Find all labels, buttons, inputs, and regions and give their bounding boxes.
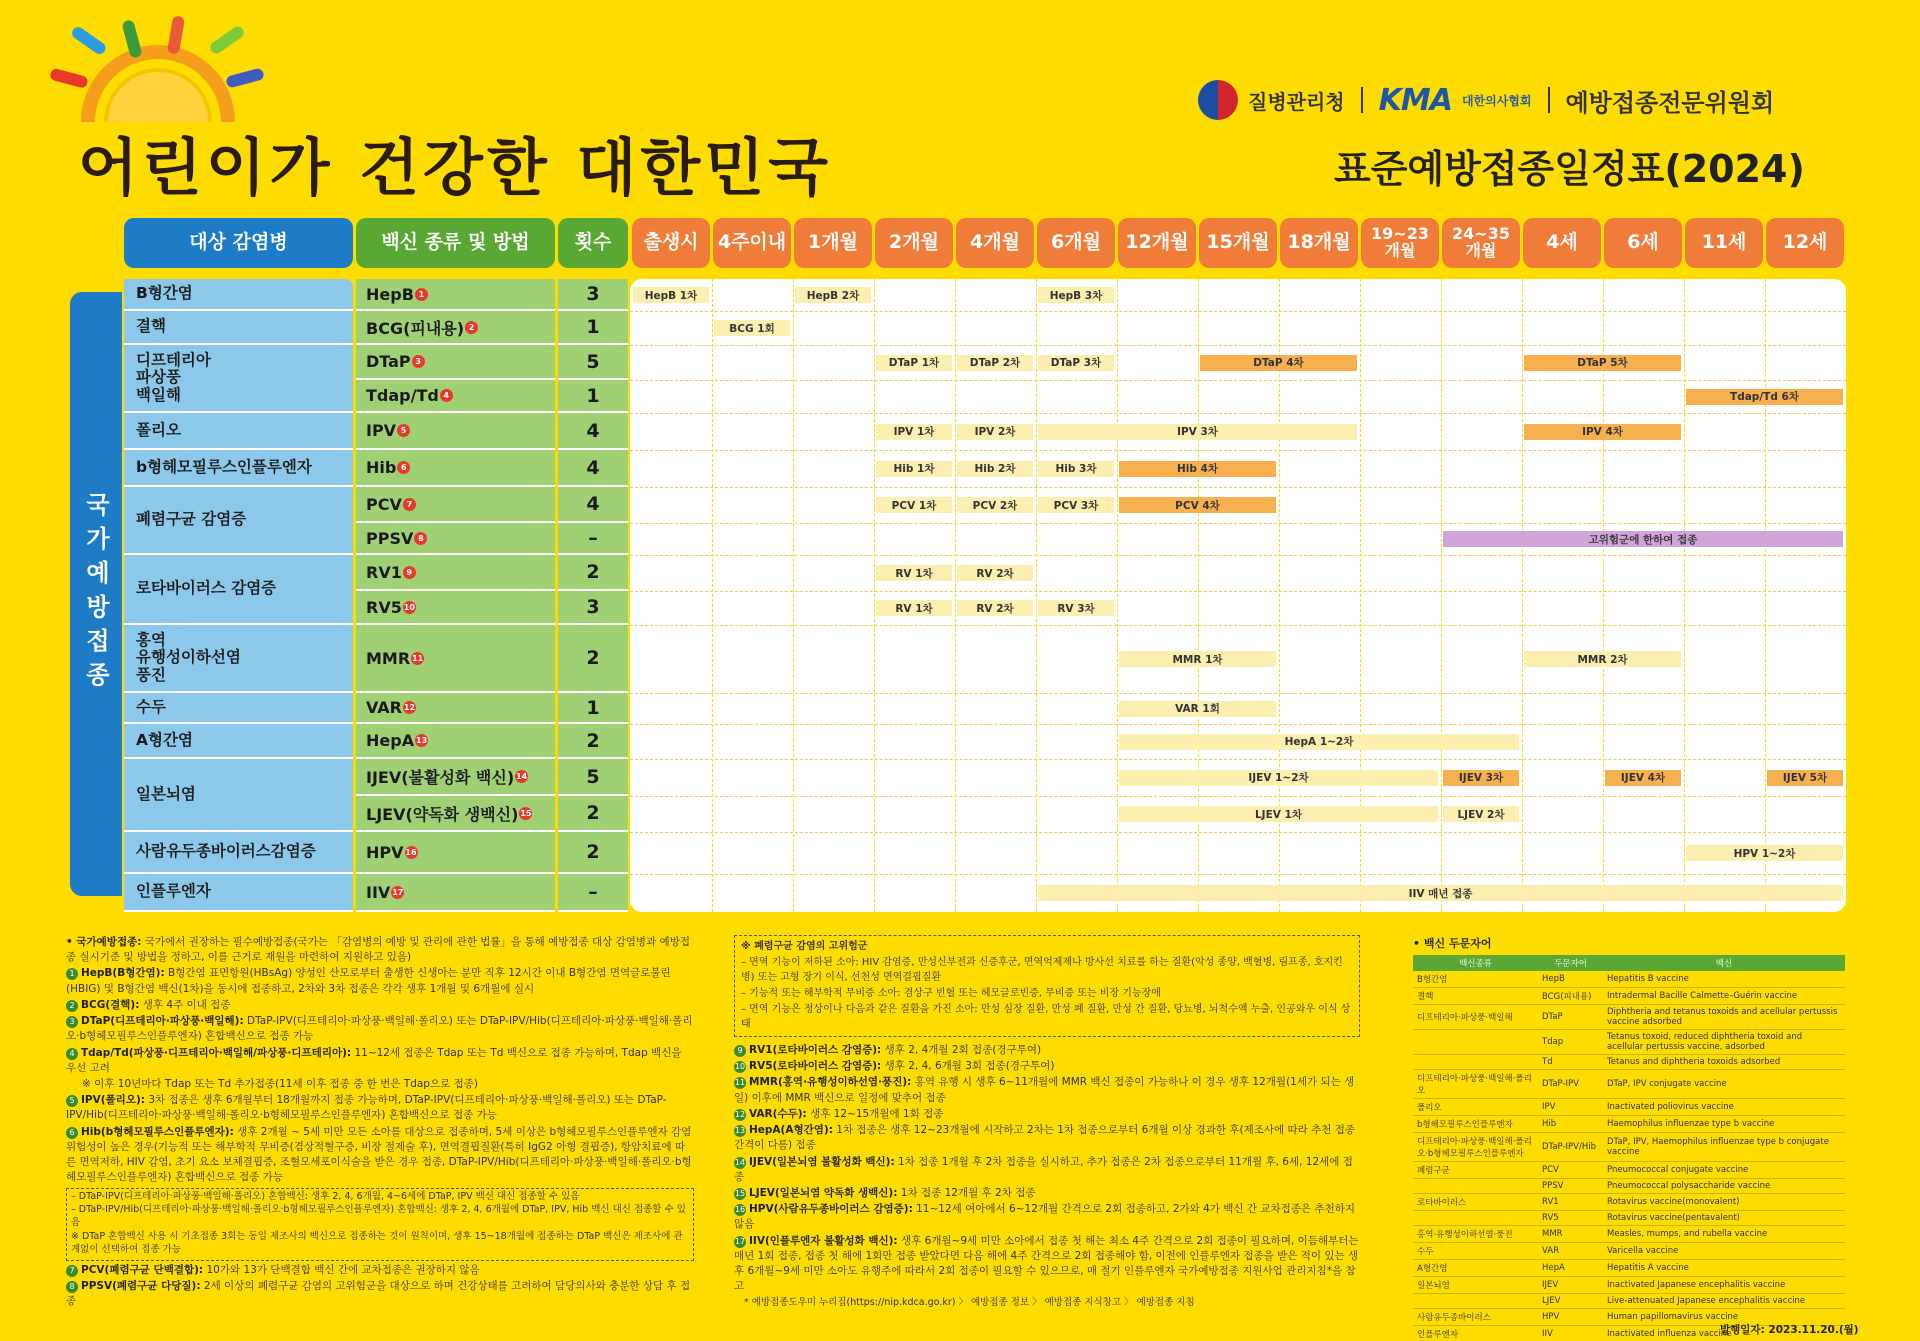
footnote-marker: 1 <box>415 288 428 301</box>
grid-row-line <box>630 625 1846 626</box>
note-3: 3 DTaP(디프테리아·파상풍·백일해): DTaP-IPV(디프테리아·파상풍·백일해·폴리오) 또는 DTaP-IPV/Hib(디프테리아·파상풍·백일해·폴리오·b형헤모필루스인플루엔자) 혼합백신으로 접종 가능 <box>66 1015 693 1043</box>
schedule-bar-dtap-2: DTaP 2차 <box>957 355 1033 371</box>
vaccine-name: IPV <box>366 421 397 440</box>
schedule-bar-tdap-td-6: Tdap/Td 6차 <box>1686 389 1843 405</box>
footnote-marker: 15 <box>520 808 532 818</box>
grid-row-line <box>630 693 1846 694</box>
dose-count-ppsv: – <box>558 523 628 555</box>
abbr-vaccine: Varicella vaccine <box>1603 1243 1845 1260</box>
vaccine-bcg <box>356 311 555 345</box>
note-1: 1 HepB(B형간염): B형간염 표면항원(HBsAg) 양성인 산모로부터 출생한 신생아는 분만 직후 12시간 이내 B형간염 면역글로불린(HBIG) 및 B형간염 백신(1차)을 동시에 접종하고, 2차와 3차 접종은 각각 생후 1개월 및 6개월에 실시 <box>66 967 671 995</box>
abbr-row <box>1413 1260 1845 1277</box>
header-count: 횟수 <box>558 218 628 268</box>
schedule-bar-ijev-1-2: IJEV 1~2차 <box>1119 770 1438 786</box>
abbr-code: Tdap <box>1538 1030 1603 1055</box>
grid-row-line <box>630 523 1846 524</box>
schedule-bar-ijev-3: IJEV 3차 <box>1443 770 1519 786</box>
abbr-code: DTaP <box>1538 1005 1603 1030</box>
vaccine-name: VAR <box>366 698 402 717</box>
schedule-bar-hib-4: Hib 4차 <box>1119 461 1276 477</box>
vaccine-mmr <box>356 625 555 693</box>
footnote-marker: 3 <box>412 355 425 368</box>
grid-col-line <box>1036 279 1037 912</box>
vaccine-iiv <box>356 874 555 912</box>
vaccine-name: PCV <box>366 494 402 514</box>
dose-count-ipv: 4 <box>558 413 628 450</box>
age-header-12: 6세 <box>1604 218 1682 268</box>
grid-row-line <box>630 311 1846 312</box>
abbr-code: MMR <box>1538 1226 1603 1243</box>
dose-count-iiv: – <box>558 874 628 912</box>
abbr-row <box>1413 971 1845 988</box>
schedule-bar-rv-1: RV 1차 <box>876 565 952 581</box>
dose-count-rv1: 2 <box>558 555 628 591</box>
abbr-code: DTaP-IPV/Hib <box>1538 1133 1603 1162</box>
disease-7: 홍역 유행성이하선염 풍진 <box>124 625 353 693</box>
disease-1: 결핵 <box>124 311 353 345</box>
disease-10: 일본뇌염 <box>124 759 353 832</box>
vaccine-ijev <box>356 759 555 796</box>
note-4b: ※ 이후 10년마다 Tdap 또는 Td 추가접종(11세 이후 접종 중 한 번은 Tdap으로 접종) <box>82 1077 478 1090</box>
abbr-header-vaccine: 백신 <box>1603 955 1845 971</box>
note-15: 15 LJEV(일본뇌염 약독화 생백신): 1차 접종 12개월 후 2차 접종 <box>734 1186 1036 1199</box>
schedule-bar-mmr-1: MMR 1차 <box>1119 651 1276 667</box>
age-header-9: 19~23 개월 <box>1361 218 1439 268</box>
org-header <box>1198 78 1774 122</box>
schedule-bar-pcv-4: PCV 4차 <box>1119 497 1276 513</box>
abbr-type <box>1413 1294 1538 1309</box>
vaccine-hepa <box>356 724 555 759</box>
note-9: 9 RV1(로타바이러스 감염증): 생후 2, 4개월 2회 접종(경구투여) <box>734 1043 1360 1058</box>
abbr-code: HepB <box>1538 971 1603 988</box>
dose-count-ljev: 2 <box>558 796 628 832</box>
note-8: 8 PPSV(폐렴구균 다당질): 2세 이상의 폐렴구균 감염의 고위험군을 대상으로 하며 건강상태를 고려하여 담당의사와 충분한 상담 후 접종 <box>66 1279 691 1307</box>
schedule-bar-ipv-4: IPV 4차 <box>1524 424 1681 440</box>
page-title: 표준예방접종일정표(2024) <box>1334 147 1805 191</box>
dose-count-tdap-td: 1 <box>558 380 628 413</box>
dose-count-hepa: 2 <box>558 724 628 759</box>
note-12: 12 VAR(수두): 생후 12~15개월에 1회 접종 <box>734 1107 944 1120</box>
schedule-bar-x: 고위험군에 한하여 접종 <box>1443 531 1843 547</box>
note-17: 17 IIV(인플루엔자 불활성화 백신): 생후 6개월~9세 미만 소아에서 접종 첫 해는 최소 4주 간격으로 2회 접종이 필요하며, 이듬해부터는 매년 1회 접종, 접종 첫 해에 1회만 접종 받았다면 다음 해에 4주 간격으로 2회 접종해야 함, 이전에 인플루엔자 접종을 받은 적이 있는 생후 6개월~9세 미만 소아도 유행주에 따라서 2회 접종이 필요할 수 있으므로, 매 절기 인플루엔자 국가예방접종 지원사업 관리지침*을 참고 <box>734 1234 1359 1293</box>
footnote-marker: 7 <box>403 498 416 511</box>
footnote-marker: 9 <box>403 566 416 579</box>
dose-count-var: 1 <box>558 693 628 724</box>
schedule-bar-hepa-1-2: HepA 1~2차 <box>1119 734 1519 750</box>
schedule-bar-ijev-5: IJEV 5차 <box>1767 770 1843 786</box>
abbr-row <box>1413 1277 1845 1294</box>
grid-col-line <box>1522 279 1523 912</box>
vaccine-name: IIV <box>366 882 391 902</box>
age-header-13: 11세 <box>1685 218 1763 268</box>
abbr-type <box>1413 1179 1538 1194</box>
abbr-vaccine: Hepatitis B vaccine <box>1603 971 1845 988</box>
schedule-bar-dtap-1: DTaP 1차 <box>876 355 952 371</box>
schedule-bar-ipv-3: IPV 3차 <box>1038 424 1357 440</box>
schedule-bar-rv-1: RV 1차 <box>876 600 952 616</box>
abbr-code: VAR <box>1538 1243 1603 1260</box>
vaccine-name: RV1 <box>366 562 402 582</box>
dose-count-pcv: 4 <box>558 487 628 523</box>
age-header-6: 12개월 <box>1118 218 1196 268</box>
national-vaccination-label <box>70 292 122 896</box>
abbr-type: 결핵 <box>1413 988 1538 1005</box>
kma-name: 대한의사협회 <box>1461 93 1532 108</box>
schedule-bar-var-1: VAR 1회 <box>1119 701 1276 717</box>
abbr-code: BCG(피내용) <box>1538 988 1603 1005</box>
vaccine-name: HepB <box>366 284 414 304</box>
schedule-bar-rv-3: RV 3차 <box>1038 600 1114 616</box>
abbr-vaccine: Intradermal Bacille Calmette–Guérin vaccine <box>1603 988 1845 1005</box>
abbr-vaccine: Hepatitis A vaccine <box>1603 1260 1845 1277</box>
disease-2: 디프테리아 파상풍 백일해 <box>124 345 353 413</box>
dose-count-rv5: 3 <box>558 591 628 625</box>
note-2: 2 BCG(결핵): 생후 4주 이내 접종 <box>66 998 694 1013</box>
issue-date: 발행일자: 2023.11.20.(월) <box>1720 1324 1859 1336</box>
dose-count-bcg: 1 <box>558 311 628 345</box>
abbr-vaccine: Measles, mumps, and rubella vaccine <box>1603 1226 1845 1243</box>
abbr-table <box>1413 955 1845 1341</box>
abbr-type: 디프테리아·파상풍·백일해·폴리오·b형헤모필루스인플루엔자 <box>1413 1133 1538 1162</box>
schedule-grid <box>630 279 1846 912</box>
footnote-marker: 2 <box>465 321 478 334</box>
abbr-type: 홍역·유행성이하선염·풍진 <box>1413 1226 1538 1243</box>
abbr-type: 인플루엔자 <box>1413 1326 1538 1341</box>
vaccine-ljev <box>356 796 555 832</box>
vaccine-hpv <box>356 832 555 874</box>
abbr-type: B형간염 <box>1413 971 1538 988</box>
abbr-row <box>1413 1116 1845 1133</box>
age-header-7: 15개월 <box>1199 218 1277 268</box>
footnote-marker: 8 <box>414 532 427 545</box>
grid-col-line <box>793 279 794 912</box>
grid-col-line <box>1441 279 1442 912</box>
abbr-code: LJEV <box>1538 1294 1603 1309</box>
schedule-bar-pcv-2: PCV 2차 <box>957 497 1033 513</box>
schedule-bar-dtap-4: DTaP 4차 <box>1200 355 1357 371</box>
note-5: 5 IPV(폴리오): 3차 접종은 생후 6개월부터 18개월까지 접종 가능하며, DTaP-IPV(디프테리아·파상풍·백일해·폴리오) 또는 DTaP-IPV/Hib(디프테리아·파상풍·백일해·폴리오·b형헤모필루스인플루엔자) 혼합백신으로 접종 가능 <box>66 1094 667 1122</box>
abbr-type: 디프테리아·파상풍·백일해·폴리오 <box>1413 1070 1538 1099</box>
abbr-vaccine: Diphtheria and tetanus toxoids and acellular pertussis vaccine adsorbed <box>1603 1005 1845 1030</box>
dose-count-hpv: 2 <box>558 832 628 874</box>
abbr-row <box>1413 988 1845 1005</box>
grid-row-line <box>630 591 1846 592</box>
disease-0: B형간염 <box>124 279 353 311</box>
abbr-code: IIV <box>1538 1326 1603 1341</box>
disease-9: A형간염 <box>124 724 353 759</box>
schedule-bar-hepb-2: HepB 2차 <box>795 287 871 303</box>
abbr-type: 일본뇌염 <box>1413 1277 1538 1294</box>
abbr-row <box>1413 1243 1845 1260</box>
abbr-vaccine: Live-attenuated Japanese encephalitis vaccine <box>1603 1294 1845 1309</box>
vaccine-name: HPV <box>366 842 404 862</box>
note-10: 10 RV5(로타바이러스 감염증): 생후 2, 4, 6개월 3회 접종(경구투여) <box>734 1060 1055 1073</box>
abbr-row <box>1413 1030 1845 1055</box>
schedule-bar-mmr-2: MMR 2차 <box>1524 651 1681 667</box>
abbr-title: • 백신 두문자어 <box>1413 937 1492 950</box>
dose-count-mmr: 2 <box>558 625 628 693</box>
vaccine-hepb <box>356 279 555 311</box>
abbr-code: Hib <box>1538 1116 1603 1133</box>
vaccine-name: DTaP <box>366 352 411 371</box>
note-intro: • 국가예방접종: 국가에서 권장하는 필수예방접종(국가는 「감염병의 예방 및 관리에 관한 법률」을 통해 예방접종 대상 감염병과 예방접종 실시기준 및 방법을 정하고, 이를 근거로 재원을 마련하여 지원하고 있음) <box>66 936 690 964</box>
abbr-type: 폴리오 <box>1413 1099 1538 1116</box>
schedule-bar-ljev-1: LJEV 1차 <box>1119 806 1438 822</box>
note-6: 6 Hib(b형헤모필루스인플루엔자): 생후 2개월 ~ 5세 미만 모든 소아를 대상으로 접종하며, 5세 이상은 b형헤모필루스인플루엔자 감염 위험성이 높은 경우(기능적 또는 해부학적 무비증(겸상적혈구증, 비장 절제술 후), 면역결핍질환(특히 IgG2 아형 결핍증), 항암치료에 따른 면역저하, HIV 감염, 초기 요소 보체결핍증, 조혈모세포이식술을 받은 경우 접종, DTaP-IPV/Hib(디프테리아·파상풍·백일해·폴리오·b형헤모필루스인플루엔자) 혼합백신으로 접종 가능 <box>66 1125 692 1184</box>
pneumococcal-risk-box: ※ 폐렴구균 감염의 고위험군 – 면역 기능이 저하된 소아: HIV 감염증, 만성신부전과 신증후군, 면역억제제나 방사선 치료를 하는 질환(악성 종양, 백혈병, 림프종, 호지킨병) 또는 고형 장기 이식, 선천성 면역결핍질환 – 기능적 또는 해부학적 무비증 소아: 겸상구 빈혈 또는 헤모글로빈증, 무비증 또는 비장 기능장애 – 면역 기능은 정상이나 다음과 같은 질환을 가진 소아: 만성 심장 질환, 만성 폐 질환, 만성 간 질환, 당뇨병, 뇌척수액 누출, 인공와우 이식 상태 <box>734 935 1360 1037</box>
footnote-marker: 10 <box>403 602 415 612</box>
grid-row-line <box>630 380 1846 381</box>
abbr-vaccine: DTaP, IPV, Haemophilus influenzae type b conjugate vaccine <box>1603 1133 1845 1162</box>
dose-count-ijev: 5 <box>558 759 628 796</box>
vaccine-name: Hib <box>366 458 397 477</box>
age-header-8: 18개월 <box>1280 218 1358 268</box>
abbr-vaccine: Tetanus and diphtheria toxoids adsorbed <box>1603 1055 1845 1070</box>
abbr-code: RV1 <box>1538 1194 1603 1211</box>
schedule-bar-pcv-3: PCV 3차 <box>1038 497 1114 513</box>
age-header-3: 2개월 <box>875 218 953 268</box>
abbr-row <box>1413 1179 1845 1194</box>
grid-col-line <box>712 279 713 912</box>
age-header-0: 출생시 <box>632 218 710 268</box>
abbr-type: 로타바이러스 <box>1413 1194 1538 1211</box>
note-13: 13 HepA(A형간염): 1차 접종은 생후 12~23개월에 시작하고 2차는 1차 접종으로부터 6개월 이상 경과한 후(제조사에 따라 추천 접종간격이 다름) 접종 <box>734 1124 1356 1152</box>
schedule-bar-ipv-2: IPV 2차 <box>957 424 1033 440</box>
kdca-name: 질병관리청 <box>1248 89 1345 114</box>
abbr-type: 수두 <box>1413 1243 1538 1260</box>
vaccine-name: BCG(피내용) <box>366 318 465 338</box>
abbr-row <box>1413 1294 1845 1309</box>
grid-row-line <box>630 555 1846 556</box>
vaccine-name: IJEV(불활성화 백신) <box>366 768 515 787</box>
age-header-1: 4주이내 <box>713 218 791 268</box>
schedule-bar-hib-1: Hib 1차 <box>876 461 952 477</box>
header-vaccine: 백신 종류 및 방법 <box>356 218 555 268</box>
grid-col-line <box>1765 279 1766 912</box>
disease-6: 로타바이러스 감염증 <box>124 555 353 625</box>
kma-logo-icon: KMA <box>1378 82 1452 118</box>
note-4: 4 Tdap/Td(파상풍·디프테리아·백일해/파상풍·디프테리아): 11~12세 접종은 Tdap 또는 Td 백신으로 접종 가능하며, Tdap 백신을 우선 고려 <box>66 1046 682 1074</box>
age-header-5: 6개월 <box>1037 218 1115 268</box>
org-divider <box>1361 87 1363 113</box>
abbr-type: 폐렴구균 <box>1413 1162 1538 1179</box>
age-header-14: 12세 <box>1766 218 1844 268</box>
vaccine-name: PPSV <box>366 528 414 548</box>
disease-11: 사람유두종바이러스감염증 <box>124 832 353 874</box>
grid-col-line <box>874 279 875 912</box>
footnote-marker: 13 <box>416 736 428 745</box>
disease-3: 폴리오 <box>124 413 353 450</box>
abbr-row <box>1413 1055 1845 1070</box>
abbr-code: IPV <box>1538 1099 1603 1116</box>
schedule-bar-dtap-3: DTaP 3차 <box>1038 355 1114 371</box>
committee-name: 예방접종전문위원회 <box>1565 88 1775 117</box>
footnote-marker: 14 <box>516 772 528 781</box>
abbr-vaccine: Rotavirus vaccine(monovalent) <box>1603 1194 1845 1211</box>
abbr-code: DTaP-IPV <box>1538 1070 1603 1099</box>
vaccine-pcv <box>356 487 555 523</box>
abbr-type: A형간염 <box>1413 1260 1538 1277</box>
vaccine-name: Tdap/Td <box>366 386 439 405</box>
abbr-type: 사람유두종바이러스 <box>1413 1309 1538 1326</box>
grid-col-line <box>1603 279 1604 912</box>
vaccine-tdap-td <box>356 380 555 413</box>
abbr-code: HepA <box>1538 1260 1603 1277</box>
abbr-vaccine: Inactivated influenza vaccine <box>1603 1326 1845 1341</box>
note-14: 14 IJEV(일본뇌염 불활성화 백신): 1차 접종 1개월 후 2차 접종을 실시하고, 추가 접종은 2차 접종으로부터 11개월 후, 6세, 12세에 접종 <box>734 1155 1353 1183</box>
schedule-bar-hpv-1-2: HPV 1~2차 <box>1686 845 1843 861</box>
schedule-bar-hepb-3: HepB 3차 <box>1038 287 1114 303</box>
abbr-code: Td <box>1538 1055 1603 1070</box>
vaccine-rv1 <box>356 555 555 591</box>
schedule-bar-iiv: IIV 매년 접종 <box>1038 885 1843 901</box>
abbr-vaccine: Human papillomavirus vaccine <box>1603 1309 1845 1326</box>
abbr-header-type: 백신종류 <box>1413 955 1538 971</box>
abbr-vaccine: Inactivated Japanese encephalitis vaccine <box>1603 1277 1845 1294</box>
abbr-vaccine: DTaP, IPV conjugate vaccine <box>1603 1070 1845 1099</box>
abbr-type: 디프테리아·파상풍·백일해 <box>1413 1005 1538 1030</box>
note-11: 11 MMR(홍역·유행성이하선염·풍진): 홍역 유행 시 생후 6~11개월에 MMR 백신 접종이 가능하나 이 경우 생후 12개월(1세가 되는 생일) 이후에 MMR 백신으로 일정에 맞추어 접종 <box>734 1076 1355 1104</box>
age-header-2: 1개월 <box>794 218 872 268</box>
abbr-vaccine: Pneumococcal polysaccharide vaccine <box>1603 1179 1845 1194</box>
national-vaccination-text: 국가예방접종 <box>81 492 110 696</box>
abbr-row <box>1413 1194 1845 1211</box>
age-header-4: 4개월 <box>956 218 1034 268</box>
schedule-bar-ijev-4: IJEV 4차 <box>1605 770 1681 786</box>
age-header-10: 24~35 개월 <box>1442 218 1520 268</box>
abbr-code: RV5 <box>1538 1211 1603 1226</box>
vaccine-name: RV5 <box>366 597 402 617</box>
combo-vaccine-box: – DTaP-IPV(디프테리아·파상풍·백일해·폴리오) 혼합백신: 생후 2, 4, 6개월, 4~6세에 DTaP, IPV 백신 대신 접종할 수 있음 – DTaP-IPV/Hib(디프테리아·파상풍·백일해·폴리오·b형헤모필루스인플루엔자) 혼합백신: 생후 2, 4, 6개월에 DTaP, IPV, Hib 백신 대신 접종할 수 있음 ※ DTaP 혼합백신 사용 시 기초접종 3회는 동일 제조사의 백신으로 접종하는 것이 원칙이며, 생후 15~18개월에 접종하는 DTaP 백신은 제조사에 관계없이 선택하여 접종 가능 <box>66 1188 694 1261</box>
abbr-type <box>1413 1030 1538 1055</box>
note-footnote: * 예방접종도우미 누리집(https://nip.kdca.go.kr) 〉 예방접종 정보 〉 예방접종 지식창고 〉 예방접종 지침 <box>744 1296 1195 1308</box>
grid-col-line <box>955 279 956 912</box>
grid-row-line <box>630 724 1846 725</box>
schedule-bar-rv-2: RV 2차 <box>957 565 1033 581</box>
abbr-row <box>1413 1162 1845 1179</box>
abbr-vaccine: Tetanus toxoid, reduced diphtheria toxoid and acellular pertussis vaccine, adsorbed <box>1603 1030 1845 1055</box>
dose-count-hib: 4 <box>558 450 628 487</box>
disease-8: 수두 <box>124 693 353 724</box>
schedule-bar-hib-3: Hib 3차 <box>1038 461 1114 477</box>
vaccine-ppsv <box>356 523 555 555</box>
vaccine-dtap <box>356 345 555 380</box>
age-header-11: 4세 <box>1523 218 1601 268</box>
grid-row-line <box>630 487 1846 488</box>
abbr-vaccine: Haemophilus influenzae type b vaccine <box>1603 1116 1845 1133</box>
abbr-type: b형헤모필루스인플루엔자 <box>1413 1116 1538 1133</box>
vaccine-ipv <box>356 413 555 450</box>
abbr-row <box>1413 1070 1845 1099</box>
abbr-header-abbr: 두문자어 <box>1538 955 1603 971</box>
schedule-bar-pcv-1: PCV 1차 <box>876 497 952 513</box>
grid-row-line <box>630 796 1846 797</box>
vaccine-rv5 <box>356 591 555 625</box>
grid-row-line <box>630 874 1846 875</box>
schedule-bar-hepb-1: HepB 1차 <box>633 287 709 303</box>
schedule-bar-ipv-1: IPV 1차 <box>876 424 952 440</box>
abbr-code: IJEV <box>1538 1277 1603 1294</box>
abbr-type <box>1413 1055 1538 1070</box>
sun-logo-icon <box>48 14 268 124</box>
footnote-marker: 17 <box>392 887 404 897</box>
vaccine-hib <box>356 450 555 487</box>
footnote-marker: 11 <box>412 653 424 663</box>
grid-col-line <box>1684 279 1685 912</box>
notes-middle <box>734 935 1360 1310</box>
grid-row-line <box>630 759 1846 760</box>
abbr-code: PPSV <box>1538 1179 1603 1194</box>
abbr-row <box>1413 1211 1845 1226</box>
vaccine-name: MMR <box>366 648 411 668</box>
abbr-vaccine: Pneumococcal conjugate vaccine <box>1603 1162 1845 1179</box>
note-7: 7 PCV(폐렴구균 단백결합): 10가와 13가 단백결합 백신 간에 교차접종은 권장하지 않음 <box>66 1263 694 1278</box>
slogan-text: 어린이가 건강한 대한민국 <box>78 131 832 204</box>
abbr-code: PCV <box>1538 1162 1603 1179</box>
abbr-row <box>1413 1099 1845 1116</box>
notes-left <box>66 935 694 1310</box>
org-divider <box>1548 87 1550 113</box>
disease-5: 폐렴구균 감염증 <box>124 487 353 555</box>
abbr-row <box>1413 1005 1845 1030</box>
grid-row-line <box>630 832 1846 833</box>
header-disease: 대상 감염병 <box>124 218 353 268</box>
footnote-marker: 6 <box>397 461 410 474</box>
grid-row-line <box>630 345 1846 346</box>
abbr-row <box>1413 1226 1845 1243</box>
grid-row-line <box>630 450 1846 451</box>
footnote-marker: 12 <box>403 703 416 712</box>
disease-4: b형헤모필루스인플루엔자 <box>124 450 353 487</box>
vaccine-var <box>356 693 555 724</box>
abbr-row <box>1413 1133 1845 1162</box>
footnote-marker: 4 <box>440 389 453 402</box>
footnote-marker: 5 <box>397 424 410 437</box>
vaccine-name: LJEV(약독화 생백신) <box>366 804 519 824</box>
taeguk-icon <box>1198 80 1238 120</box>
disease-12: 인플루엔자 <box>124 874 353 912</box>
footnote-marker: 16 <box>405 847 417 857</box>
abbr-vaccine: Rotavirus vaccine(pentavalent) <box>1603 1211 1845 1226</box>
dose-count-dtap: 5 <box>558 345 628 380</box>
note-16: 16 HPV(사람유두종바이러스 감염증): 11~12세 여아에서 6~12개월 간격으로 2회 접종하고, 2가와 4가 백신 간 교차접종은 추천하지 않음 <box>734 1203 1356 1231</box>
schedule-bar-dtap-5: DTaP 5차 <box>1524 355 1681 371</box>
dose-count-hepb: 3 <box>558 279 628 311</box>
schedule-bar-rv-2: RV 2차 <box>957 600 1033 616</box>
schedule-bar-bcg-1: BCG 1회 <box>714 320 790 336</box>
grid-col-line <box>1117 279 1118 912</box>
grid-row-line <box>630 413 1846 414</box>
schedule-bar-ljev-2: LJEV 2차 <box>1443 806 1519 822</box>
abbr-vaccine: Inactivated poliovirus vaccine <box>1603 1099 1845 1116</box>
schedule-bar-hib-2: Hib 2차 <box>957 461 1033 477</box>
abbr-type <box>1413 1211 1538 1226</box>
abbr-code: HPV <box>1538 1309 1603 1326</box>
vaccine-name: HepA <box>366 731 415 750</box>
